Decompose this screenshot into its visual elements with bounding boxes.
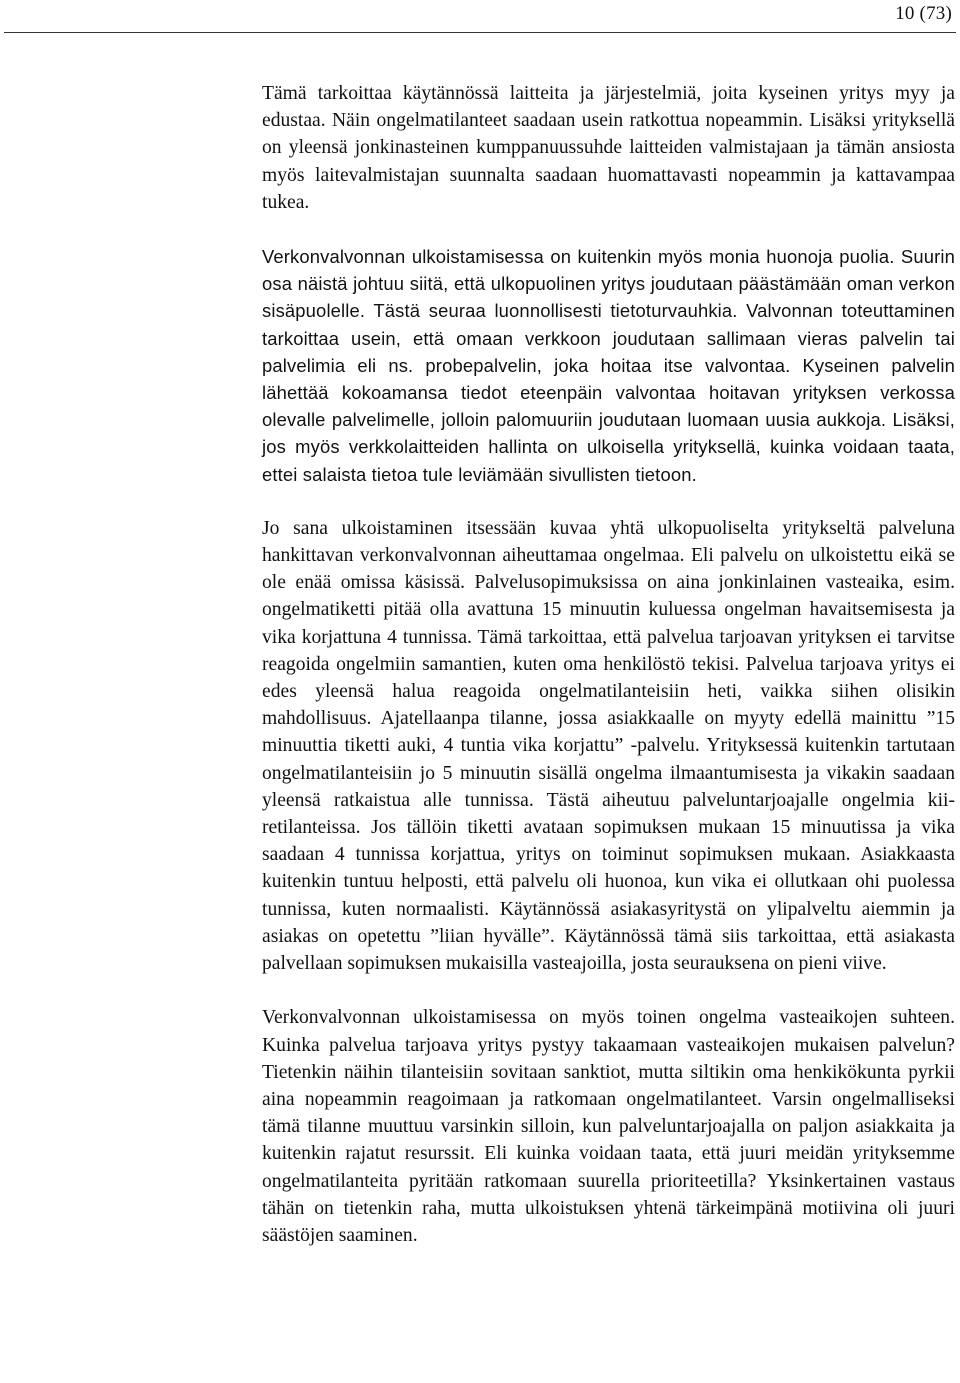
page-number: 10 (73): [895, 3, 952, 24]
page-header: [0, 0, 960, 36]
header-rule: [4, 32, 956, 33]
paragraph-1: Tämä tarkoittaa käytännössä laitteita ja järjestelmiä, joita kyseinen yritys myy ja edustaa. Näin ongelmatilanteet saadaan usein ratkottua nopeammin. Lisäksi yrityksellä on yleensä jonkinasteinen kumppanuussuhde laitteiden valmistajaan ja tämän ansiosta myös laitevalmistajan suunnalta saadaan huomattavasti nopeammin ja kattavampaa tukea.: [262, 83, 955, 213]
document-body: [262, 80, 955, 1249]
paragraph-2: Verkonvalvonnan ulkoistamisessa on kuitenkin myös monia huonoja puolia. Suurin osa näistä johtuu siitä, että ulkopuolinen yritys joudutaan päästämään oman verkon sisäpuolelle. Tästä seuraa luonnollisesti tietoturvauhkia. Valvonnan toteuttaminen tarkoittaa usein, että omaan verkkoon joudutaan sallimaan vieras palvelin tai palvelimia eli ns. probepalvelin, joka hoitaa itse valvontaa. Kyseinen palvelin lähettää kokoamansa tiedot eteenpäin valvontaa hoitavan yrityksen verkossa olevalle palvelimelle, jolloin palomuuriin joudutaan luomaan uusia aukkoja. Lisäksi, jos myös verkkolaitteiden hallinta on ulkoisella yrityksellä, kuinka voidaan taata, ettei salaista tietoa tule leviämään sivullisten tietoon.: [262, 246, 955, 485]
paragraph-4: Verkonvalvonnan ulkoistamisessa on myös toinen ongelma vasteaikojen suhteen. Kuinka palvelua tarjoava yritys pystyy takaamaan vasteaikojen mukaisen palvelun? Tietenkin näihin tilanteisiin sovitaan sanktiot, mutta siltikin oma henkikökunta pyrkii aina nopeammin reagoimaan ja ratkomaan ongelmatilanteet. Varsin ongelmalliseksi tämä tilanne muuttuu varsinkin silloin, kun palveluntarjoajalla on paljon asiakkaita ja kuitenkin rajatut resurssit. Eli kuinka voidaan taata, että juuri meidän yrityksemme ongelmatilanteita pyritään ratkomaan suurella prioriteetilla? Yksinkertainen vastaus tähän on tietenkin raha, mutta ulkoistuksen yhtenä tärkeimpänä motiivina oli juuri säästöjen saaminen.: [262, 1007, 955, 1246]
paragraph-3: Jo sana ulkoistaminen itsessään kuvaa yhtä ulkopuoliselta yritykseltä palveluna hankittavan verkonvalvonnan aiheuttamaa ongelmaa. Eli palvelu on ulkoistettu eikä se ole enää omissa käsissä. Palvelusopimuksissa on aina jonkinlainen vasteaika, esim. ongelmatiketti pitää olla avattuna 15 minuutin kuluessa ongelman havaitsemisesta ja vika korjattuna 4 tunnissa. Tämä tarkoittaa, että palvelua tarjoavan yrityksen ei tarvitse reagoida ongelmiin samantien, kuten oma henkilöstö tekisi. Palvelua tarjoava yritys ei edes yleensä halua reagoida ongelmatilanteisiin heti, vaikka siihen olisikin mahdollisuus. Ajatellaanpa tilanne, jossa asiakkaalle on myyty edellä mainittu ”15 minuuttia tiketti auki, 4 tuntia vika korjattu” -palvelu. Yrityksessä kuitenkin tartutaan ongelmatilanteisiin jo 5 minuutin sisällä ongelma ilmaantumisesta ja vikakin saadaan yleensä ratkaistua alle tunnissa. Tästä aiheutuu palveluntarjoajalle ongelmia kiiretilanteissa. Jos tällöin tiketti avataan sopimuksen mukaan 15 minuutissa ja vika saadaan 4 tunnissa korjattua, yritys on toiminut sopimuksen mukaan. Asiakkaasta kuitenkin tuntuu helposti, että palvelu oli huonoa, kun vika ei ollutkaan ohi puolessa tunnissa, kuten normaalisti. Käytännössä asiakasyritystä on ylipalveltu aiemmin ja asiakas on opetettu ”liian hyvälle”. Käytännössä tämä siis tarkoittaa, että asiakasta palvellaan sopimuksen mukaisilla vasteajoilla, josta seurauksena on pieni viive.: [262, 517, 955, 975]
